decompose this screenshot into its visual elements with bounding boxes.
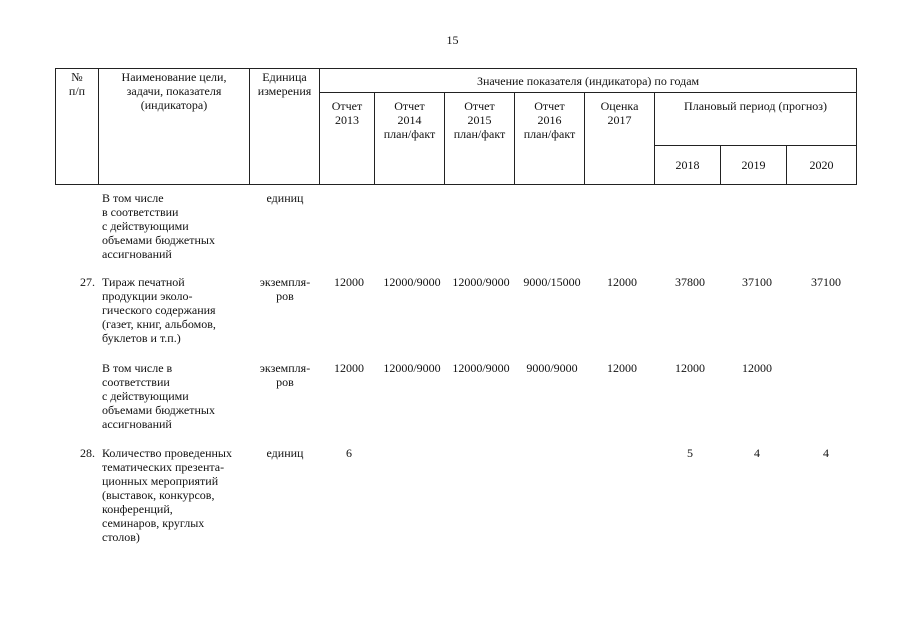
row-name: Тираж печатной продукции эколо- гического содержания (газет, книг, альбомов, буклетов и т.п.)	[102, 275, 216, 345]
header-unit: Единица измерения	[250, 69, 320, 185]
indicator-table-body	[55, 191, 856, 556]
row-value-2013: 12000	[334, 275, 364, 289]
row-unit: экземпля- ров	[259, 275, 311, 303]
header-year-2018: 2018	[655, 146, 721, 185]
header-year-2019: 2019	[721, 146, 787, 185]
row-unit: единиц	[266, 446, 304, 460]
row-value-2014: 12000/9000	[383, 275, 441, 289]
header-col-2016: Отчет 2016 план/факт	[515, 93, 585, 185]
header-values-title: Значение показателя (индикатора) по годам	[320, 69, 857, 93]
table-row	[55, 446, 856, 556]
row-unit: единиц	[266, 191, 304, 205]
row-value-2017: 12000	[607, 275, 637, 289]
row-name: Количество проведенных тематических презента- ционных мероприятий (выставок, конкурсов, конференций, семинаров, круглых столов)	[102, 446, 232, 544]
table-row	[55, 191, 856, 275]
table-row	[55, 361, 856, 446]
table-row	[55, 275, 856, 361]
row-number: 27.	[80, 275, 95, 289]
row-value-2015: 12000/9000	[452, 275, 510, 289]
row-value-2015: 12000/9000	[452, 361, 510, 375]
header-num: № п/п	[56, 69, 99, 185]
row-value-2018: 5	[687, 446, 693, 460]
row-value-2019: 12000	[742, 361, 772, 375]
indicator-table-header	[55, 68, 857, 185]
row-value-2019: 37100	[742, 275, 772, 289]
row-number: 28.	[80, 446, 95, 460]
row-value-2019: 4	[754, 446, 760, 460]
row-value-2017: 12000	[607, 361, 637, 375]
header-col-2014: Отчет 2014 план/факт	[375, 93, 445, 185]
row-value-2020: 37100	[811, 275, 841, 289]
row-unit: экземпля- ров	[259, 361, 311, 389]
header-col-2017: Оценка 2017	[585, 93, 655, 185]
row-value-2016: 9000/15000	[523, 275, 581, 289]
row-value-2018: 37800	[675, 275, 705, 289]
row-value-2018: 12000	[675, 361, 705, 375]
row-value-2020: 4	[823, 446, 829, 460]
row-value-2013: 6	[346, 446, 352, 460]
row-name: В том числе в соответствии с действующими объемами бюджетных ассигнований	[102, 361, 215, 431]
row-name: В том числе в соответствии с действующими объемами бюджетных ассигнований	[102, 191, 215, 261]
header-plan-title: Плановый период (прогноз)	[655, 93, 857, 146]
row-value-2016: 9000/9000	[526, 361, 578, 375]
row-value-2013: 12000	[334, 361, 364, 375]
row-value-2014: 12000/9000	[383, 361, 441, 375]
header-col-2013: Отчет 2013	[320, 93, 375, 185]
header-col-2015: Отчет 2015 план/факт	[445, 93, 515, 185]
header-year-2020: 2020	[787, 146, 857, 185]
page-number: 15	[446, 33, 459, 47]
header-name: Наименование цели, задачи, показателя (индикатора)	[99, 69, 250, 185]
